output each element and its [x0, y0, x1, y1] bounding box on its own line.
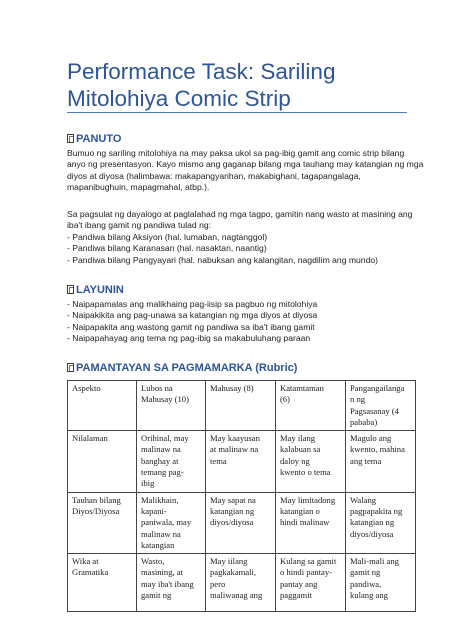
table-cell: Orihinal, may malinaw na banghay at temang pag- ibig [137, 431, 206, 492]
placeholder-glyph-icon [67, 134, 74, 143]
table-cell: May kaayusan at malinaw na tema [206, 431, 276, 492]
list-item: - Naipakikita ang pag-unawa sa katangian ng mga diyos at diyosa [67, 310, 318, 321]
rubric-table [67, 380, 416, 612]
table-cell: Tauhan bilang Diyos/Diyosa [68, 492, 137, 553]
table-row [68, 492, 416, 553]
table-cell: May iilang pagkakamali, pero maliwanag ang [206, 554, 276, 612]
rubric-header-cell: Aspekto [68, 381, 137, 431]
heading-layunin-label: LAYUNIN [76, 284, 124, 296]
rubric-header-cell: Lubos na Mahusay (10) [137, 381, 206, 431]
text-line: Bumuo ng sariling mitolohiya na may paksa ukol sa pag-ibig gamit ang comic strip bilang [67, 148, 405, 158]
table-cell: Malikhain, kapani- paniwala, may malinaw na katangian [137, 492, 206, 553]
list-item: - Naipapakita ang wastong gamit ng pandiwa sa iba't ibang gamit [67, 321, 315, 332]
table-row [68, 431, 416, 492]
panuto-paragraph-2 [67, 209, 417, 266]
table-cell: Mali-mali ang gamit ng pandiwa, kulang ang [346, 554, 416, 612]
rubric-header-row [68, 381, 416, 431]
placeholder-glyph-icon [67, 363, 74, 372]
document-title: Performance Task: Sariling Mitolohiya Comic Strip [67, 59, 336, 111]
table-cell: May sapat na katangian ng diyos/diyosa [206, 492, 276, 553]
rubric-header-cell: Katamtaman (6) [276, 381, 346, 431]
heading-panuto-label: PANUTO [76, 133, 122, 145]
heading-layunin [67, 284, 124, 296]
table-cell: Walang pagpapakita ng katangian ng diyos/diyosa [346, 492, 416, 553]
table-cell: Wasto, masining, at may iba't ibang gamit ng [137, 554, 206, 612]
table-cell: Nilalaman [68, 431, 137, 492]
title-divider [67, 112, 407, 113]
layunin-list [67, 299, 417, 345]
text-line: Sa pagsulat ng dayalogo at paglalahad ng mga tagpo, gamitin nang wasto at masining ang [67, 209, 413, 219]
rubric-header-cell: Mahusay (8) [206, 381, 276, 431]
panuto-paragraph-1 [67, 148, 424, 194]
table-row [68, 554, 416, 612]
placeholder-glyph-icon [67, 285, 74, 294]
text-line: - Pandiwa bilang Pangyayari (hal. nabuksan ang kalangitan, nagdilim ang mundo) [67, 254, 379, 265]
text-line: iba't ibang gamit ng pandiwa tulad ng: [67, 220, 212, 231]
table-cell: Kulang sa gamit o hindi pantay- pantay ang paggamit [276, 554, 346, 612]
table-cell: Magulo ang kwento, mahina ang tema [346, 431, 416, 492]
list-item: - Naipapahayag ang tema ng pag-ibig sa makabuluhang paraan [67, 333, 311, 344]
table-cell: May limitadong katangian o hindi malinaw [276, 492, 346, 553]
table-cell: May ilang kalabuan sa daloy ng kwento o tema [276, 431, 346, 492]
heading-pamantayan-label: PAMANTAYAN SA PAGMAMARKA (Rubric) [76, 362, 298, 374]
heading-panuto [67, 133, 121, 145]
list-item: - Naipapamalas ang malikhaing pag-iisip sa pagbuo ng mitolohiya [67, 299, 318, 309]
text-line: - Pandiwa bilang Aksiyon (hal. lumaban, nagtanggol) [67, 231, 268, 242]
text-line: mapanibughuin, mapagmahal, atbp.). [67, 182, 210, 193]
rubric-header-cell: Pangangailanga n ng Pagsasanay (4 pababa) [346, 381, 416, 431]
table-cell: Wika at Gramatika [68, 554, 137, 612]
text-line: diyos at diyosa (halimbawa: makapangyarihan, makabighani, tagapangalaga, [67, 170, 361, 181]
text-line: anyo ng presentasyon. Kayo mismo ang gaganap bilang mga tauhang may katangian ng mga [67, 159, 424, 170]
text-line: - Pandiwa bilang Karanasan (hal. nasaktan, naantig) [67, 243, 267, 254]
heading-pamantayan [67, 362, 297, 374]
